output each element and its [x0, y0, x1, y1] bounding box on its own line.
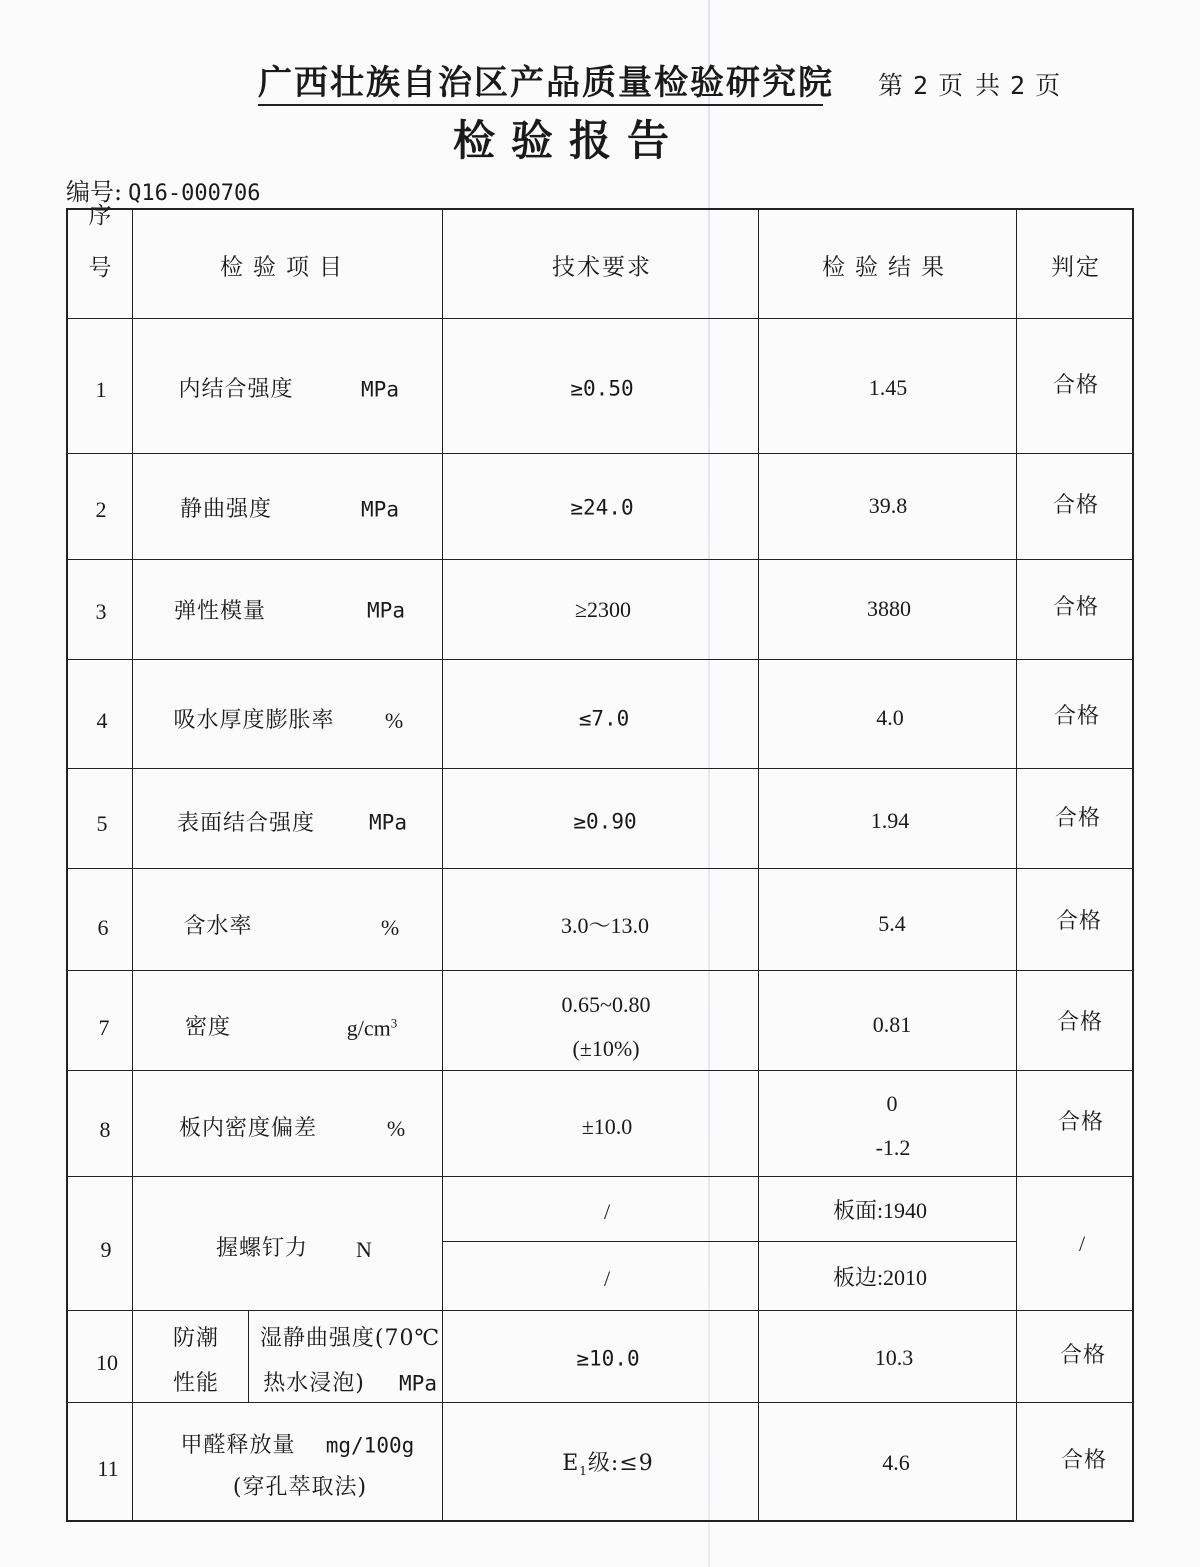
page-current: 2: [913, 71, 931, 100]
column-header-seq: 序号: [88, 203, 112, 281]
column-header-requirement: 技术要求: [552, 254, 652, 281]
row-seq: 1: [95, 377, 107, 402]
row-verdict: 合格: [1052, 595, 1100, 620]
row-seq: 2: [95, 497, 107, 522]
row-seq: 7: [98, 1015, 110, 1040]
row-result: 1.45: [868, 375, 908, 400]
row-unit: %: [384, 708, 404, 733]
row-result: 0: [886, 1091, 898, 1116]
row-result: 3880: [867, 596, 911, 621]
row-result: 39.8: [868, 493, 908, 518]
row-item: 内结合强度: [178, 377, 294, 402]
row-requirement: ≥0.90: [573, 809, 637, 834]
row-group-line2: 性能: [172, 1371, 220, 1396]
row-item: 板内密度偏差: [178, 1116, 318, 1141]
page-prefix: 第: [878, 71, 906, 100]
row-seq: 10: [96, 1350, 118, 1375]
row-unit: MPa: [369, 810, 407, 835]
row-requirement: ≥0.50: [570, 376, 634, 401]
row-requirement: ±10.0: [581, 1114, 633, 1139]
row-unit: MPa: [399, 1371, 437, 1396]
row-verdict: /: [1078, 1231, 1086, 1256]
row-result: 0.81: [872, 1012, 912, 1037]
row-unit: mg/100g: [325, 1433, 415, 1458]
page-total: 2: [1010, 71, 1028, 100]
report-number-value: Q16-000706: [128, 181, 261, 206]
row-unit: $g/cm^3$: [346, 1015, 398, 1041]
row-group-line1: 防潮: [172, 1326, 220, 1351]
row-item: 弹性模量: [173, 599, 267, 624]
row-result: 4.6: [882, 1450, 910, 1475]
row-verdict: 合格: [1053, 704, 1101, 729]
row-result: 板边:2010: [832, 1265, 928, 1290]
row-unit: MPa: [361, 377, 399, 402]
row-unit: MPa: [361, 497, 399, 522]
row-item: 表面结合强度: [176, 811, 316, 836]
row-result-line2: -1.2: [875, 1135, 911, 1160]
row-verdict: 合格: [1057, 1110, 1105, 1135]
row-item: 握螺钉力: [215, 1236, 309, 1261]
organization-name: 广西壮族自治区产品质量检验研究院: [258, 62, 823, 106]
row-requirement: /: [603, 1266, 611, 1291]
row-requirement: 0.65~0.80: [561, 992, 651, 1017]
page-mid: 页 共: [938, 71, 1003, 100]
row-seq: 4: [96, 708, 108, 733]
row-result: 1.94: [870, 808, 910, 833]
row-item: 含水率: [183, 914, 253, 939]
row-requirement: ≤7.0: [578, 706, 630, 731]
row-seq: 6: [97, 915, 109, 940]
row-item: 密度: [184, 1015, 232, 1040]
row-item: 吸水厚度膨胀率: [173, 708, 335, 733]
row-requirement: $E_1$级:≤9: [562, 1450, 654, 1479]
row-item: 静曲强度: [179, 497, 273, 522]
row-seq: 5: [96, 811, 108, 836]
row-result: 5.4: [878, 911, 906, 936]
row-result: 10.3: [874, 1345, 914, 1370]
row-seq: 9: [100, 1237, 112, 1262]
page-indicator: [878, 66, 1062, 102]
row-item-line2: 热水浸泡): [263, 1371, 365, 1396]
row-seq: 11: [97, 1456, 119, 1481]
row-result: 4.0: [876, 705, 904, 730]
row-verdict: 合格: [1052, 373, 1100, 398]
row-unit: N: [356, 1237, 372, 1262]
row-requirement: 3.0～13.0: [560, 913, 650, 938]
row-requirement-line2: (±10%): [572, 1036, 640, 1061]
row-verdict: 合格: [1052, 493, 1100, 518]
row-item: 甲醛释放量: [180, 1433, 296, 1458]
row-verdict: 合格: [1060, 1448, 1108, 1473]
row-verdict: 合格: [1054, 806, 1102, 831]
row-verdict: 合格: [1059, 1343, 1107, 1368]
column-header-result: 检验结果: [822, 254, 954, 281]
row-unit: %: [380, 915, 400, 940]
row-seq: 8: [99, 1117, 111, 1142]
column-header-item: 检验项目: [220, 254, 352, 281]
row-requirement: ≥24.0: [570, 495, 634, 520]
row-unit: MPa: [367, 598, 405, 623]
row-item-line2: (穿孔萃取法): [232, 1475, 368, 1500]
row-item: 湿静曲强度(70℃: [259, 1326, 441, 1351]
row-verdict: 合格: [1055, 909, 1103, 934]
inspection-table: [66, 203, 1134, 1522]
page-suffix: 页: [1035, 71, 1063, 100]
report-number-label: 编号:: [66, 178, 123, 206]
row-seq: 3: [95, 599, 107, 624]
report-title: 检验报告: [452, 116, 685, 165]
row-requirement: ≥2300: [574, 597, 632, 622]
row-result: 板面:1940: [832, 1198, 928, 1223]
row-unit: %: [386, 1116, 406, 1141]
column-header-verdict: 判定: [1051, 254, 1101, 281]
row-verdict: 合格: [1056, 1010, 1104, 1035]
row-requirement: /: [603, 1199, 611, 1224]
row-requirement: ≥10.0: [576, 1346, 640, 1371]
